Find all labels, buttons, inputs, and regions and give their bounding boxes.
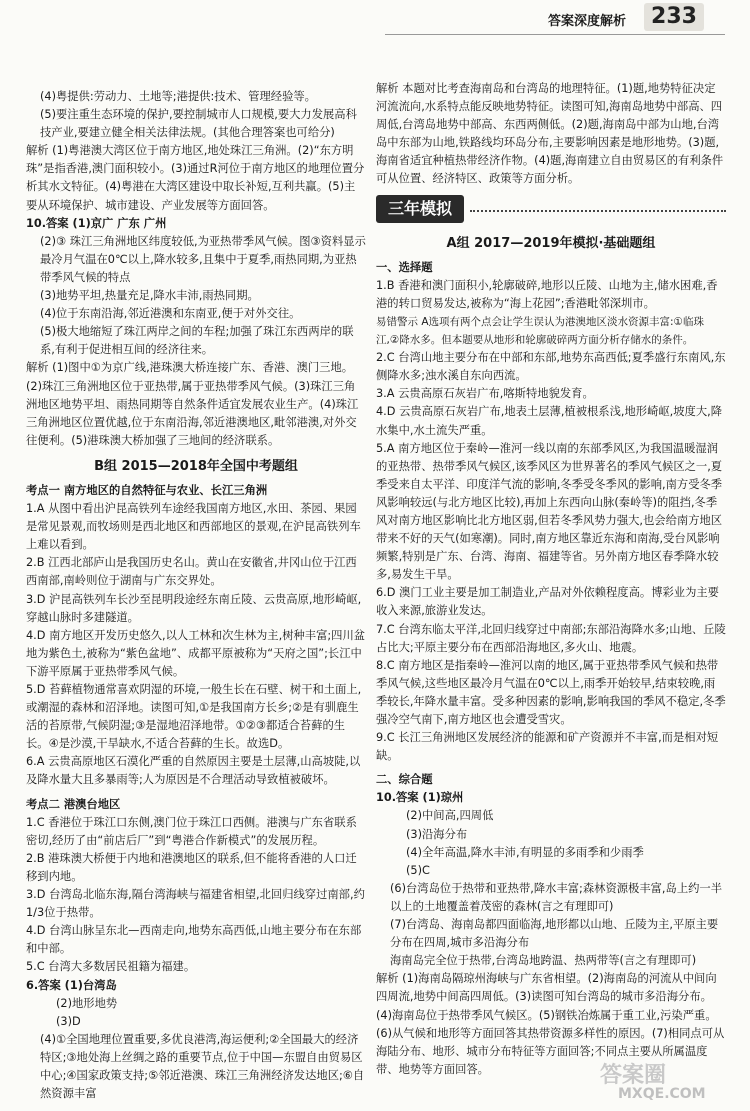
answer-line: (5)C: [406, 863, 430, 877]
answer-line: (3)D: [56, 1014, 81, 1028]
answer-line: (4)粤提供:劳动力、土地等;港提供:技术、管理经验等。: [40, 90, 316, 103]
choice-section-title: 一、选择题: [376, 260, 433, 274]
q6-answer-head: 6.答案 (1)台湾岛: [26, 978, 117, 992]
analysis-paragraph: 解析 本题对比考查海南岛和台湾岛的地理特征。(1)题,地势特征决定河流流向,水系特点能反映地势特征。读图可知,海南岛地势中部高、四周低,台湾岛地势中部高、东西两侧低。(2)题,海南岛中部为山地,台湾岛中东部为山地,铁路线均环岛分布,主要影响因素是地形地势。(3)题,海南省适宜种植热带经济作物。(4)题,海南建立自由贸易区的有利条件可从位置、经济特区、政策等方面分析。: [376, 82, 724, 186]
answer-item: 2.B 江西北部庐山是我国历史名山。黄山在安徽省,井冈山位于江西西南部,南岭则位于湖南与广东交界处。: [26, 556, 357, 588]
analysis-paragraph: 解析 (1)海南岛隔琼州海峡与广东省相望。(2)海南岛的河流从中间向四周流,地势中间高四周低。(3)读图可知台湾岛的城市多沿海分布。(4)海南岛位于热带季风气候区。(5)钢铁冶炼属于重工业,污染严重。(6)从气候和地形等方面回答其热带资源多样性的原因。(7)相同点可从海陆分布、地形、城市分布特征等方面回答;不同点主要从所属温度带、地势等方面回答。: [376, 972, 725, 1076]
analysis-paragraph: 解析 (1)图中①为京广线,港珠澳大桥连接广东、香港、澳门三地。(2)珠江三角洲地区位于亚热带,属于亚热带季风气候。(3)珠江三角洲地区地势平坦、雨热同期等自然条件适宜发展农业生产。(4)珠江三角洲地区位置优越,位于东南沿海,邻近港澳地区,毗邻港澳,对外交往便利。(5)港珠澳大桥加强了三地间的经济联系。: [26, 361, 359, 447]
answer-line: (4)全年高温,降水丰沛,有明显的多雨季和少雨季: [406, 845, 644, 859]
answer-item: 5.C 台湾大多数居民祖籍为福建。: [26, 960, 196, 974]
answer-item: 6.D 澳门工业主要是加工制造业,产品对外依赖程度高。博彩业为主要收入来源,旅游业发达。: [376, 586, 719, 618]
answer-item: 6.A 云贵高原地区石漠化严重的自然原因主要是土层薄,山高坡陡,以及降水量大且多暴雨等;人为原因是不合理活动导致植被破坏。: [26, 755, 361, 787]
error-tip: 易错警示 A选项有两个点会让学生误认为港澳地区淡水资源丰富:①临珠江,②降水多。但本题要从地形和轮廓破碎两方面分析存储水的条件。: [376, 315, 704, 347]
analysis-paragraph: 解析 (1)粤港澳大湾区位于南方地区,地处珠江三角洲。(2)“东方明珠”是指香港,澳门面积较小。(3)通过R河位于南方地区的地理位置分析其水文特征。(4)粤港在大湾区建设中取长补短,互利共赢。(5)主要从环境保护、城市建设、产业发展等方面回答。: [26, 144, 365, 212]
answer-item: 7.C 台湾东临太平洋,北回归线穿过中南部;东部沿海降水多;山地、丘陵占比大;平原主要分布在西部沿海地区,多火山、地震。: [376, 622, 726, 654]
q10-answer-head: 10.答案 (1)琼州: [376, 791, 464, 805]
answer-item: 3.D 沪昆高铁列车长沙至昆明段途经东南丘陵、云贵高原,地形崎岖,穿越山脉时多建隧道。: [26, 592, 362, 624]
answer-item: 2.B 港珠澳大桥便于内地和港澳地区的联系,但不能将香港的人口迁移到内地。: [26, 851, 357, 883]
answer-line: (2)地形地势: [56, 996, 118, 1010]
answer-line: (5)极大地缩短了珠江两岸之间的车程;加强了珠江东西两岸的联系,有利于促进相互间的经济往来。: [40, 325, 354, 357]
running-title: 答案深度解析: [548, 14, 627, 29]
page-number: 233: [644, 3, 704, 31]
topic-two-title: 考点二 港澳台地区: [26, 797, 121, 811]
answer-line: (3)地势平坦,热量充足,降水丰沛,雨热同期。: [40, 289, 259, 303]
answer-item: 3.D 台湾岛北临东海,隔台湾海峡与福建省相望,北回归线穿过南部,约1/3位于热带。: [26, 888, 365, 920]
answer-item: 1.B 香港和澳门面积小,轮廓破碎,地形以丘陵、山地为主,储水困难,香港的转口贸易发达,被称为“海上花园”;香港毗邻深圳市。: [376, 278, 718, 310]
answer-line: (3)沿海分布: [406, 827, 468, 841]
banner-label: 三年模拟: [376, 195, 464, 223]
answer-line: (4)位于东南沿海,邻近港澳和东南亚,便于对外交往。: [40, 307, 301, 321]
answer-item: 4.D 台湾山脉呈东北—西南走向,地势东高西低,山地主要分布在东部和中部。: [26, 924, 362, 956]
watermark-url: MXQE.COM: [618, 1086, 706, 1102]
answer-item: 8.C 南方地区是指秦岭—淮河以南的地区,属于亚热带季风气候和热带季风气候,这些地区最冷月气温在0℃以上,雨季开始较早,结束较晚,雨季较长,年降水量丰富。受多种因素的影响,影响我国的季风不稳定,冬季强冷空气南下,南方地区也会遭受雪灾。: [376, 658, 726, 726]
right-column: [376, 80, 726, 1079]
topic-one-title: 考点一 南方地区的自然特征与农业、长江三角洲: [26, 483, 268, 497]
answer-item: 1.A 从图中看出沪昆高铁列车途经我国南方地区,水田、茶园、果园是常见景观,而牧场则是西北地区和西部地区的景观,在沪昆高铁列车上难以看到。: [26, 502, 361, 552]
page-header: [0, 0, 750, 36]
answer-item: 1.C 香港位于珠江口东侧,澳门位于珠江口西侧。港澳与广东省联系密切,经历了由“前店后厂”到“粤港合作新模式”的发展历程。: [26, 815, 357, 847]
answer-line: (2)中间高,四周低: [406, 809, 494, 823]
left-column: [26, 88, 366, 1103]
answer-line: (2)③ 珠江三角洲地区纬度较低,为亚热带季风气候。图③资料显示最冷月气温在0℃以上,降水较多,且集中于夏季,雨热同期,为亚热带季风气候的特点: [40, 234, 366, 284]
header-rule: [385, 34, 725, 35]
group-b-title: B组 2015—2018年全国中考题组: [94, 458, 298, 474]
answer-item: 9.C 长江三角洲地区发展经济的能源和矿产资源并不丰富,而是相对短缺。: [376, 731, 719, 763]
three-year-banner: [376, 193, 726, 227]
banner-dotted-rule: [470, 210, 726, 212]
answer-line: (6)台湾岛位于热带和亚热带,降水丰富;森林资源极丰富,岛上约一半以上的土地覆盖着茂密的森林(言之有理即可): [390, 881, 723, 913]
q10-answer-head: 10.答案 (1)京广 广东 广州: [26, 216, 167, 230]
comprehensive-section-title: 二、综合题: [376, 773, 433, 787]
answer-item: 4.D 云贵高原石灰岩广布,地表土层薄,植被根系浅,地形崎岖,坡度大,降水集中,水土流失严重。: [376, 405, 723, 437]
group-a-title: A组 2017—2019年模拟·基础题组: [446, 235, 656, 251]
watermark-logo: 答案圈: [600, 1063, 667, 1088]
answer-line: (5)要注重生态环境的保护,要控制城市人口规模,要大力发展高科技产业,要建立健全相关法律法规。(其他合理答案也可给分): [40, 108, 357, 140]
answer-item: 3.A 云贵高原石灰岩广布,喀斯特地貌发育。: [376, 387, 594, 401]
answer-item: 2.C 台湾山地主要分布在中部和东部,地势东高西低;夏季盛行东南风,东侧降水多;浊水溪自东向西流。: [376, 351, 726, 383]
answer-line: (7)台湾岛、海南岛都四面临海,地形都以山地、丘陵为主,平原主要分布在四周,城市多沿海分布: [390, 918, 719, 950]
answer-item: 5.A 南方地区位于秦岭—淮河一线以南的东部季风区,为我国温暖湿润的亚热带、热带季风气候区,该季风区为世界著名的季风气候区之一,夏季受来自太平洋、印度洋气流的影响,冬季受冬季风的影响,南方受冬季风影响较远(与北方地区比较),再加上东西向山脉(秦岭等)的阻挡,冬季风对南方地区影响比北方地区弱,但若冬季风势力强大,也会给南方地区带来不好的天气(如寒潮)。同时,南方地区靠近东海和南海,受台风影响频繁,特别是广东、台湾、海南、福建等省。另外南方地区春季降水较多,易发生干旱。: [376, 441, 723, 582]
answer-item: 5.D 苔藓植物通常喜欢阴湿的环境,一般生长在石壁、树干和土面上,或潮湿的森林和沼泽地。读图可知,①是我国南方长乡;②是有驯鹿生活的苔原带,气候阴湿;③是湿地沼泽地带。①②③都适合苔藓的生长。④是沙漠,干旱缺水,不适合苔藓的生长。故选D。: [26, 683, 362, 751]
answer-item: 4.D 南方地区开发历史悠久,以人工林和次生林为主,树种丰富;四川盆地为紫色土,被称为“紫色盆地”、成都平原被称为“天府之国”;长江中下游平原属于亚热带季风气候。: [26, 628, 366, 678]
answer-line: 海南岛完全位于热带,台湾岛地跨温、热两带等(言之有理即可): [390, 954, 697, 968]
answer-line: (4)①全国地理位置重要,多优良港湾,海运便利;②全国最大的经济特区;③地处海上丝绸之路的重要节点,位于中国—东盟自由贸易区中心;④国家政策支持;⑤邻近港澳、珠江三角洲经济发达地区;⑥自然资源丰富: [40, 1032, 365, 1101]
